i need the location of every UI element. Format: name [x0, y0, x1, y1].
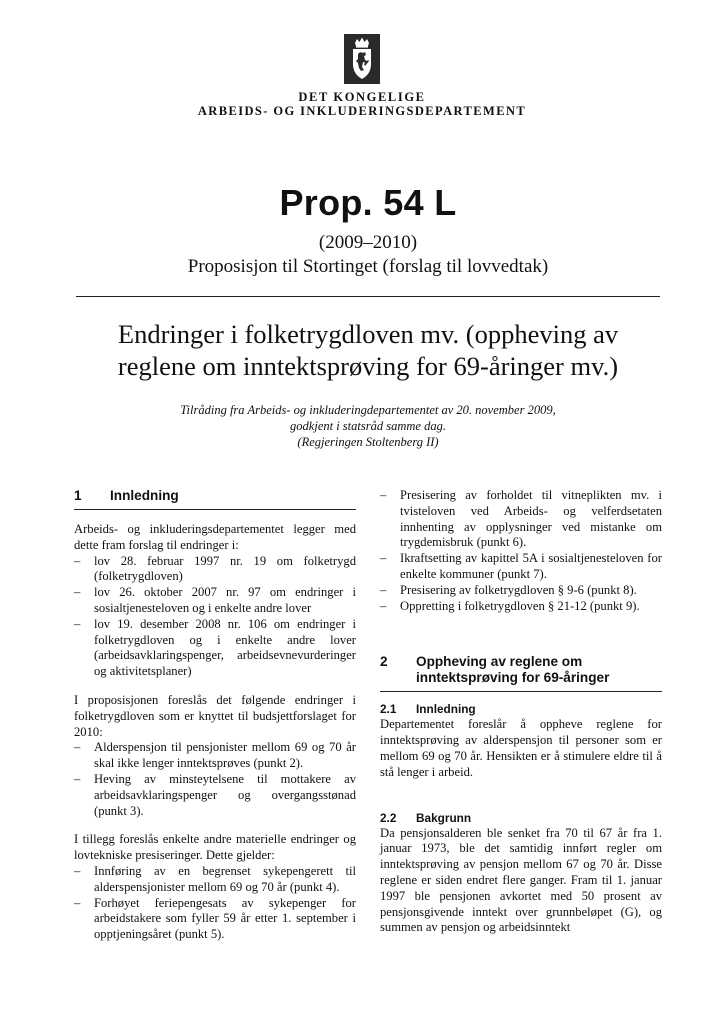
section-2-heading — [380, 654, 662, 692]
list-item: – Ikraftsetting av kapittel 5A i sosialtjenesteloven for enkelte kommuner (punkt 7). — [380, 551, 662, 583]
section-title: Oppheving av reglene om inntektsprøving for 69-åringer — [416, 654, 610, 686]
list-item: – lov 19. desember 2008 nr. 106 om endringer i folketrygdloven og i enkelte andre lover (arbeidsavklaringspenger, arbeidsevnevurderinger og aktivitetsplaner) — [74, 617, 356, 680]
list-item: – Alderspensjon til pensjonister mellom 69 og 70 år skal ikke lenger inntektsprøves (punkt 2). — [74, 740, 356, 772]
norwegian-coat-of-arms-icon — [344, 34, 380, 84]
section-1-intro: Arbeids- og inkluderingsdepartementet legger med dette fram forslag til endringer i: — [74, 522, 356, 552]
list-item: – Presisering av folketrygdloven § 9-6 (punkt 8). — [380, 583, 662, 599]
section-1-heading — [74, 488, 356, 510]
proposition-type: Proposisjon til Stortinget (forslag til lovvedtak) — [187, 256, 549, 277]
other-changes-list — [74, 864, 356, 943]
proposition-number: Prop. 54 L — [279, 182, 457, 223]
recommendation-line1: Tilråding fra Arbeids- og inkluderingdepartementet av 20. november 2009, — [180, 403, 556, 417]
list-item: – lov 28. februar 1997 nr. 19 om folketrygd (folketrygdloven) — [74, 554, 356, 586]
document-title-line1: Endringer i folketrygdloven mv. (oppheving av — [117, 319, 619, 349]
list-item: – lov 26. oktober 2007 nr. 97 om endringer i sosialtjenesteloven og i enkelte andre lover — [74, 585, 356, 617]
session-years: (2009–2010) — [318, 232, 418, 253]
subsection-title: Bakgrunn — [416, 810, 472, 825]
other-changes-list-continued — [380, 488, 662, 614]
department-name-line1: DET KONGELIGE — [298, 90, 426, 104]
list-item: – Heving av minsteytelsene til mottakere av arbeidsavklaringspenger og overgangsstønad (punkt 3). — [74, 772, 356, 819]
list-item: – Presisering av forholdet til vitneplikten mv. i tvisteloven ved Arbeids- og velferdsetaten innhenting av opplysninger ved mistanke om trygdemisbruk (punkt 6). — [380, 488, 662, 551]
document-title — [76, 318, 660, 382]
subsection-number: 2.1 — [380, 702, 397, 717]
title-divider — [76, 296, 660, 297]
list-item: – Forhøyet feriepengesats av sykepenger for arbeidstakere som fyller 59 år etter 1. september i opptjeningsåret (punkt 5). — [74, 896, 356, 943]
section-title: Innledning — [110, 488, 179, 503]
left-column — [74, 488, 356, 943]
section-1-paragraph-3: I tillegg foreslås enkelte andre materielle endringer og lovtekniske presiseringer. Dette gjelder: — [74, 832, 356, 863]
list-item: – Innføring av en begrenset sykepengerett til alderspensjonister mellom 69 og 70 år (punkt 4). — [74, 864, 356, 896]
document-title-line2: reglene om inntektsprøving for 69-åringer mv.) — [117, 351, 619, 381]
section-1-paragraph-2: I proposisjonen foreslås det følgende endringer i folketrygdloven som er knyttet til budsjettforslaget for 2010: — [74, 692, 356, 739]
department-name-line2: ARBEIDS- OG INKLUDERINGSDEPARTEMENT — [197, 104, 527, 118]
subsection-2-1-text: Departementet foreslår å oppheve reglene for inntektsprøving av alderspensjon til personer som er mellom 69 og 70 år. Hensikten er å stimulere eldre til å stå lenger i arbeid. — [380, 717, 662, 779]
recommendation-note — [76, 402, 660, 450]
recommendation-line2: godkjent i statsråd samme dag. — [290, 419, 446, 433]
subsection-2-1-heading — [380, 702, 662, 717]
subsection-title: Innledning — [416, 702, 476, 717]
subsection-number: 2.2 — [380, 810, 397, 825]
budget-changes-list — [74, 740, 356, 819]
section-number: 2 — [380, 654, 388, 670]
list-item: – Oppretting i folketrygdloven § 21-12 (punkt 9). — [380, 599, 662, 615]
amended-laws-list — [74, 554, 356, 680]
section-number: 1 — [74, 488, 82, 503]
right-column — [380, 488, 662, 936]
subsection-2-2-heading — [380, 811, 662, 826]
recommendation-line3: (Regjeringen Stoltenberg II) — [297, 435, 439, 449]
subsection-2-2-text: Da pensjonsalderen ble senket fra 70 til 67 år fra 1. januar 1973, ble det samtidig innført regler om inntektsprøving av pensjon mellom 67 og 70 år. Disse reglene er siden endret flere ganger. Fram til 1. januar 1997 ble pensjonen avkortet med 50 prosent av pensjonsgivende inntekt over grunnbeløpet (G), og summen av pensjon og arbeidsinntekt — [380, 825, 662, 935]
